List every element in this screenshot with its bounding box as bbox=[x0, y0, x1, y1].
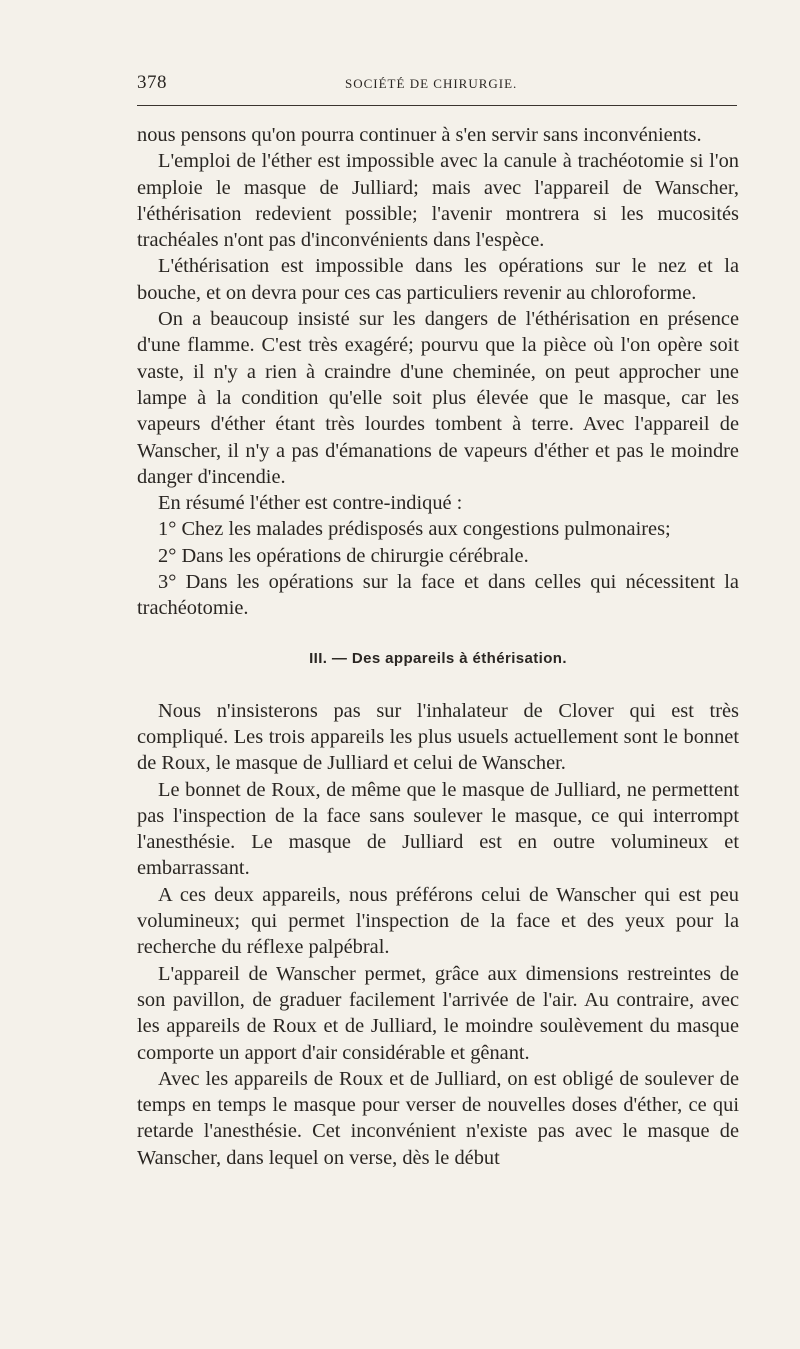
paragraph: A ces deux appareils, nous préférons celui de Wanscher qui est peu volumineux; qui permet l'inspection de la face et des yeux pour la recherche du réflexe palpébral. bbox=[137, 883, 739, 959]
paragraph: nous pensons qu'on pourra continuer à s'en servir sans inconvénients. bbox=[137, 124, 702, 146]
paragraph: Le bonnet de Roux, de même que le masque de Julliard, ne permettent pas l'inspection de la face sans soulever le masque, ce qui interrompt l'anesthésie. Le masque de Julliard est en outre volumineux et embarrassant. bbox=[137, 778, 739, 880]
paragraph: Nous n'insisterons pas sur l'inhalateur de Clover qui est très compliqué. Les trois appareils les plus usuels actuellement sont le bonnet de Roux, le masque de Julliard et celui de Wanscher. bbox=[137, 699, 739, 775]
section-heading: III. — Des appareils à éthérisation. bbox=[309, 649, 567, 667]
paragraph: Avec les appareils de Roux et de Julliard, on est obligé de soulever de temps en temps le masque pour verser de nouvelles doses d'éther, ce qui retarde l'anesthésie. Cet inconvénient n'existe pas avec le masque de Wanscher, dans lequel on verse, dès le début bbox=[137, 1067, 739, 1169]
body-text bbox=[137, 122, 739, 1171]
list-item: 1° Chez les malades prédisposés aux congestions pulmonaires; bbox=[158, 518, 671, 541]
paragraph: L'appareil de Wanscher permet, grâce aux dimensions restreintes de son pavillon, de graduer facilement l'arrivée de l'air. Au contraire, avec les appareils de Roux et de Julliard, le moindre soulèvement du masque comporte un apport d'air considérable et gênant. bbox=[137, 962, 739, 1064]
header-rule bbox=[137, 105, 737, 106]
list-item: 3° Dans les opérations sur la face et dans celles qui nécessitent la trachéotomie. bbox=[137, 571, 739, 620]
page-header bbox=[137, 72, 737, 102]
paragraph: En résumé l'éther est contre-indiqué : bbox=[158, 492, 463, 515]
list-item: 2° Dans les opérations de chirurgie cérébrale. bbox=[158, 544, 529, 567]
paragraph: On a beaucoup insisté sur les dangers de l'éthérisation en présence d'une flamme. C'est très exagéré; pourvu que la pièce où l'on opère soit vaste, il n'y a rien à craindre d'une cheminée, on peut approcher une lampe à la condition qu'elle soit plus élevée que le masque, car les vapeurs d'éther étant très lourdes tombent à terre. Avec l'appareil de Wanscher, il n'y a pas d'émanations de vapeurs d'éther et pas le moindre danger d'incendie. bbox=[137, 308, 739, 488]
running-title: SOCIÉTÉ DE CHIRURGIE. bbox=[345, 76, 518, 91]
paragraph: L'emploi de l'éther est impossible avec la canule à trachéotomie si l'on emploie le masque de Julliard; mais avec l'appareil de Wanscher, l'éthérisation redevient possible; l'avenir montrera si les mucosités trachéales n'ont pas d'inconvénients dans l'espèce. bbox=[137, 150, 739, 252]
page-number: 378 bbox=[137, 72, 167, 93]
paragraph: L'éthérisation est impossible dans les opérations sur le nez et la bouche, et on devra pour ces cas particuliers revenir au chloroforme. bbox=[137, 255, 739, 304]
